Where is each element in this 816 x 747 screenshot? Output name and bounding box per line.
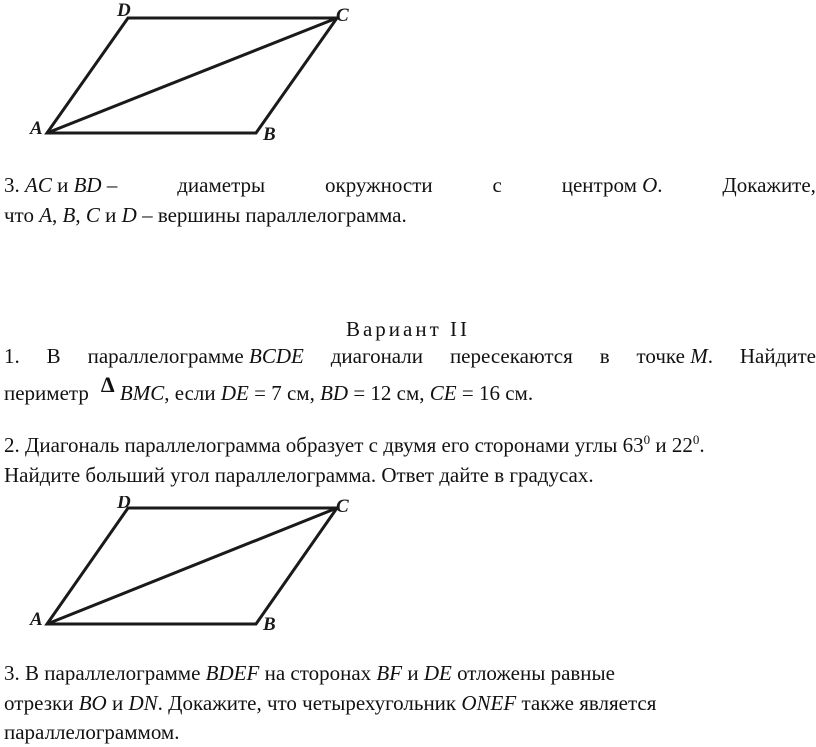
diagonal-ac	[47, 18, 337, 133]
vertex-label-a: A	[30, 118, 43, 139]
task3-v1-line2: что A, B, C и D – вершины параллелограмма.	[4, 203, 407, 227]
parallelogram-figure-top	[0, 0, 816, 150]
vertex-label-b: B	[263, 614, 276, 635]
parallelogram-figure-bottom	[0, 496, 816, 646]
vertex-label-d: D	[117, 496, 131, 513]
variant-title: Вариант II	[345, 317, 471, 341]
task3-v2-line3: параллелограммом.	[4, 720, 180, 744]
word: окружности	[325, 173, 433, 197]
vertex-label-a: A	[30, 609, 43, 630]
word-point: точке M.	[636, 344, 713, 368]
vertex-label-d: D	[117, 0, 131, 21]
task1-line1: 1. В параллелограмме BCDE диагонали пересекаются в точке M. Найдите	[4, 344, 816, 368]
task3-v1-line1	[4, 172, 816, 198]
vertex-label-c: C	[336, 496, 349, 517]
task3-v2-line2: отрезки BO и DN. Докажите, что четырехугольник ONEF также является	[4, 691, 657, 715]
vertex-label-c: C	[336, 5, 349, 26]
task2-line2: Найдите больший угол параллелограмма. Ответ дайте в градусах.	[4, 463, 594, 487]
task1-line2: периметр Δ BMC, если DE = 7 см, BD = 12 см, CE = 16 см.	[4, 372, 534, 405]
word: диаметры	[177, 173, 266, 197]
word-parallelogram: параллелограмме BCDE	[87, 344, 304, 368]
triangle-symbol: Δ	[100, 372, 115, 397]
word-centr: центром O.	[561, 173, 663, 197]
diagonal-ac	[47, 508, 337, 624]
parallelogram-diagram	[0, 496, 816, 646]
vertex-label-b: B	[263, 124, 276, 145]
parallelogram-diagram	[0, 0, 816, 150]
task3-v2-line1: 3. В параллелограмме BDEF на сторонах BF и DE отложены равные	[4, 661, 615, 685]
word: Докажите,	[722, 173, 816, 197]
task3-v1-start: 3. AC и BD –	[4, 173, 118, 197]
word: с	[492, 173, 502, 197]
task2-line1: 2. Диагональ параллелограмма образует с двумя его сторонами углы $63^0$ и $22^0$.	[4, 432, 705, 457]
